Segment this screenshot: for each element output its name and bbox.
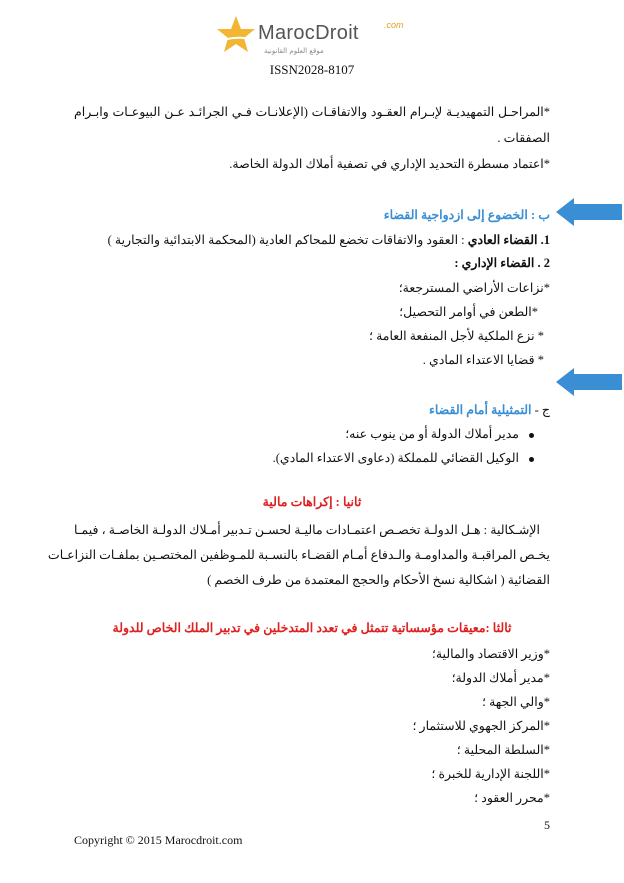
section-2-para-1: الإشـكالية : هـل الدولـة تخصـص اعتمـادات ماليـة لحسـن تـدبير أمـلاك الدولـة الخاصـة ، فيمـا	[74, 523, 540, 537]
section-b-sub-2: *الطعن في أوامر التحصيل؛	[399, 305, 538, 319]
logo-com: .com	[384, 20, 404, 30]
star-logo-icon	[212, 14, 258, 56]
page-number: 5	[544, 818, 550, 832]
section-3-item: *محرر العقود ؛	[474, 791, 550, 805]
section-3-item: *اللجنة الإدارية للخبرة ؛	[431, 767, 550, 781]
section-2-heading: ثانيا : إكراهات مالية	[262, 495, 362, 509]
site-logo	[212, 14, 412, 58]
item-1-text: : العقود والاتفاقات تخضع للمحاكم العادية (المحكمة الابتدائية والتجارية )	[107, 233, 468, 247]
intro-line-2: الصفقات .	[497, 131, 550, 145]
bullet-1-text: مدير أملاك الدولة أو من ينوب عنه؛	[345, 427, 519, 441]
section-2-para-3: القضائية ( اشكالية نسخ الأحكام والحجج المعتمدة من طرف الخصم )	[207, 573, 550, 587]
section-c-prefix: ج -	[531, 403, 550, 417]
bullet-2-text: الوكيل القضائي للمملكة (دعاوى الاعتداء المادي).	[272, 451, 519, 465]
bullet-icon	[529, 433, 534, 438]
section-c-heading: التمثيلية أمام القضاء	[428, 403, 532, 417]
section-b-sub-4: * قضايا الاعتداء المادي .	[422, 353, 544, 367]
section-c-bullet-2	[273, 450, 534, 466]
bullet-icon	[529, 457, 534, 462]
section-3-item: *المركز الجهوي للاستثمار ؛	[412, 719, 550, 733]
section-b-item-1	[108, 232, 550, 248]
section-2-para-2: يخـص المراقبـة والمداومـة والـدفاع أمـام القضـاء بالنسـبة للمـوظفين المختصـين بملفـات النزاعـات	[47, 548, 550, 562]
section-b-sub-3: * نزع الملكية لأجل المنفعة العامة ؛	[368, 329, 544, 343]
copyright-footer: Copyright © 2015 Marocdroit.com	[74, 833, 243, 847]
section-c-heading-row	[429, 402, 550, 418]
section-b-item-2: 2 . القضاء الإداري :	[454, 256, 550, 270]
section-3-item: *وزير الاقتصاد والمالية؛	[431, 647, 550, 661]
section-b-heading: ب : الخضوع إلى ازدواجية القضاء	[383, 208, 550, 222]
section-3-heading: ثالثا :معيقات مؤسساتية تتمثل في تعدد المتدخلين في تدبير الملك الخاص للدولة	[112, 621, 512, 635]
section-c-bullet-1	[345, 426, 534, 442]
section-3-item: *والي الجهة ؛	[481, 695, 550, 709]
logo-text: MarocDroit	[258, 22, 359, 44]
item-1-label: 1. القضاء العادي	[467, 233, 550, 247]
intro-line-1: *المراحـل التمهيديـة لإبـرام العقـود والاتفاقـات (الإعلانـات فـي الجرائـد عـن البيوعـات وابـرام	[74, 105, 550, 119]
left-arrow-icon-1	[556, 196, 622, 228]
logo-subtitle: موقع العلوم القانونية	[264, 47, 324, 55]
section-b-sub-1: *نزاعات الأراضي المسترجعة؛	[398, 281, 550, 295]
intro-line-3: *اعتماد مسطرة التحديد الإداري في تصفية أملاك الدولة الخاصة.	[229, 157, 550, 171]
section-3-item: *السلطة المحلية ؛	[456, 743, 550, 757]
left-arrow-icon-2	[556, 366, 622, 398]
issn-label: ISSN2028-8107	[269, 62, 355, 77]
section-3-item: *مدير أملاك الدولة؛	[451, 671, 550, 685]
